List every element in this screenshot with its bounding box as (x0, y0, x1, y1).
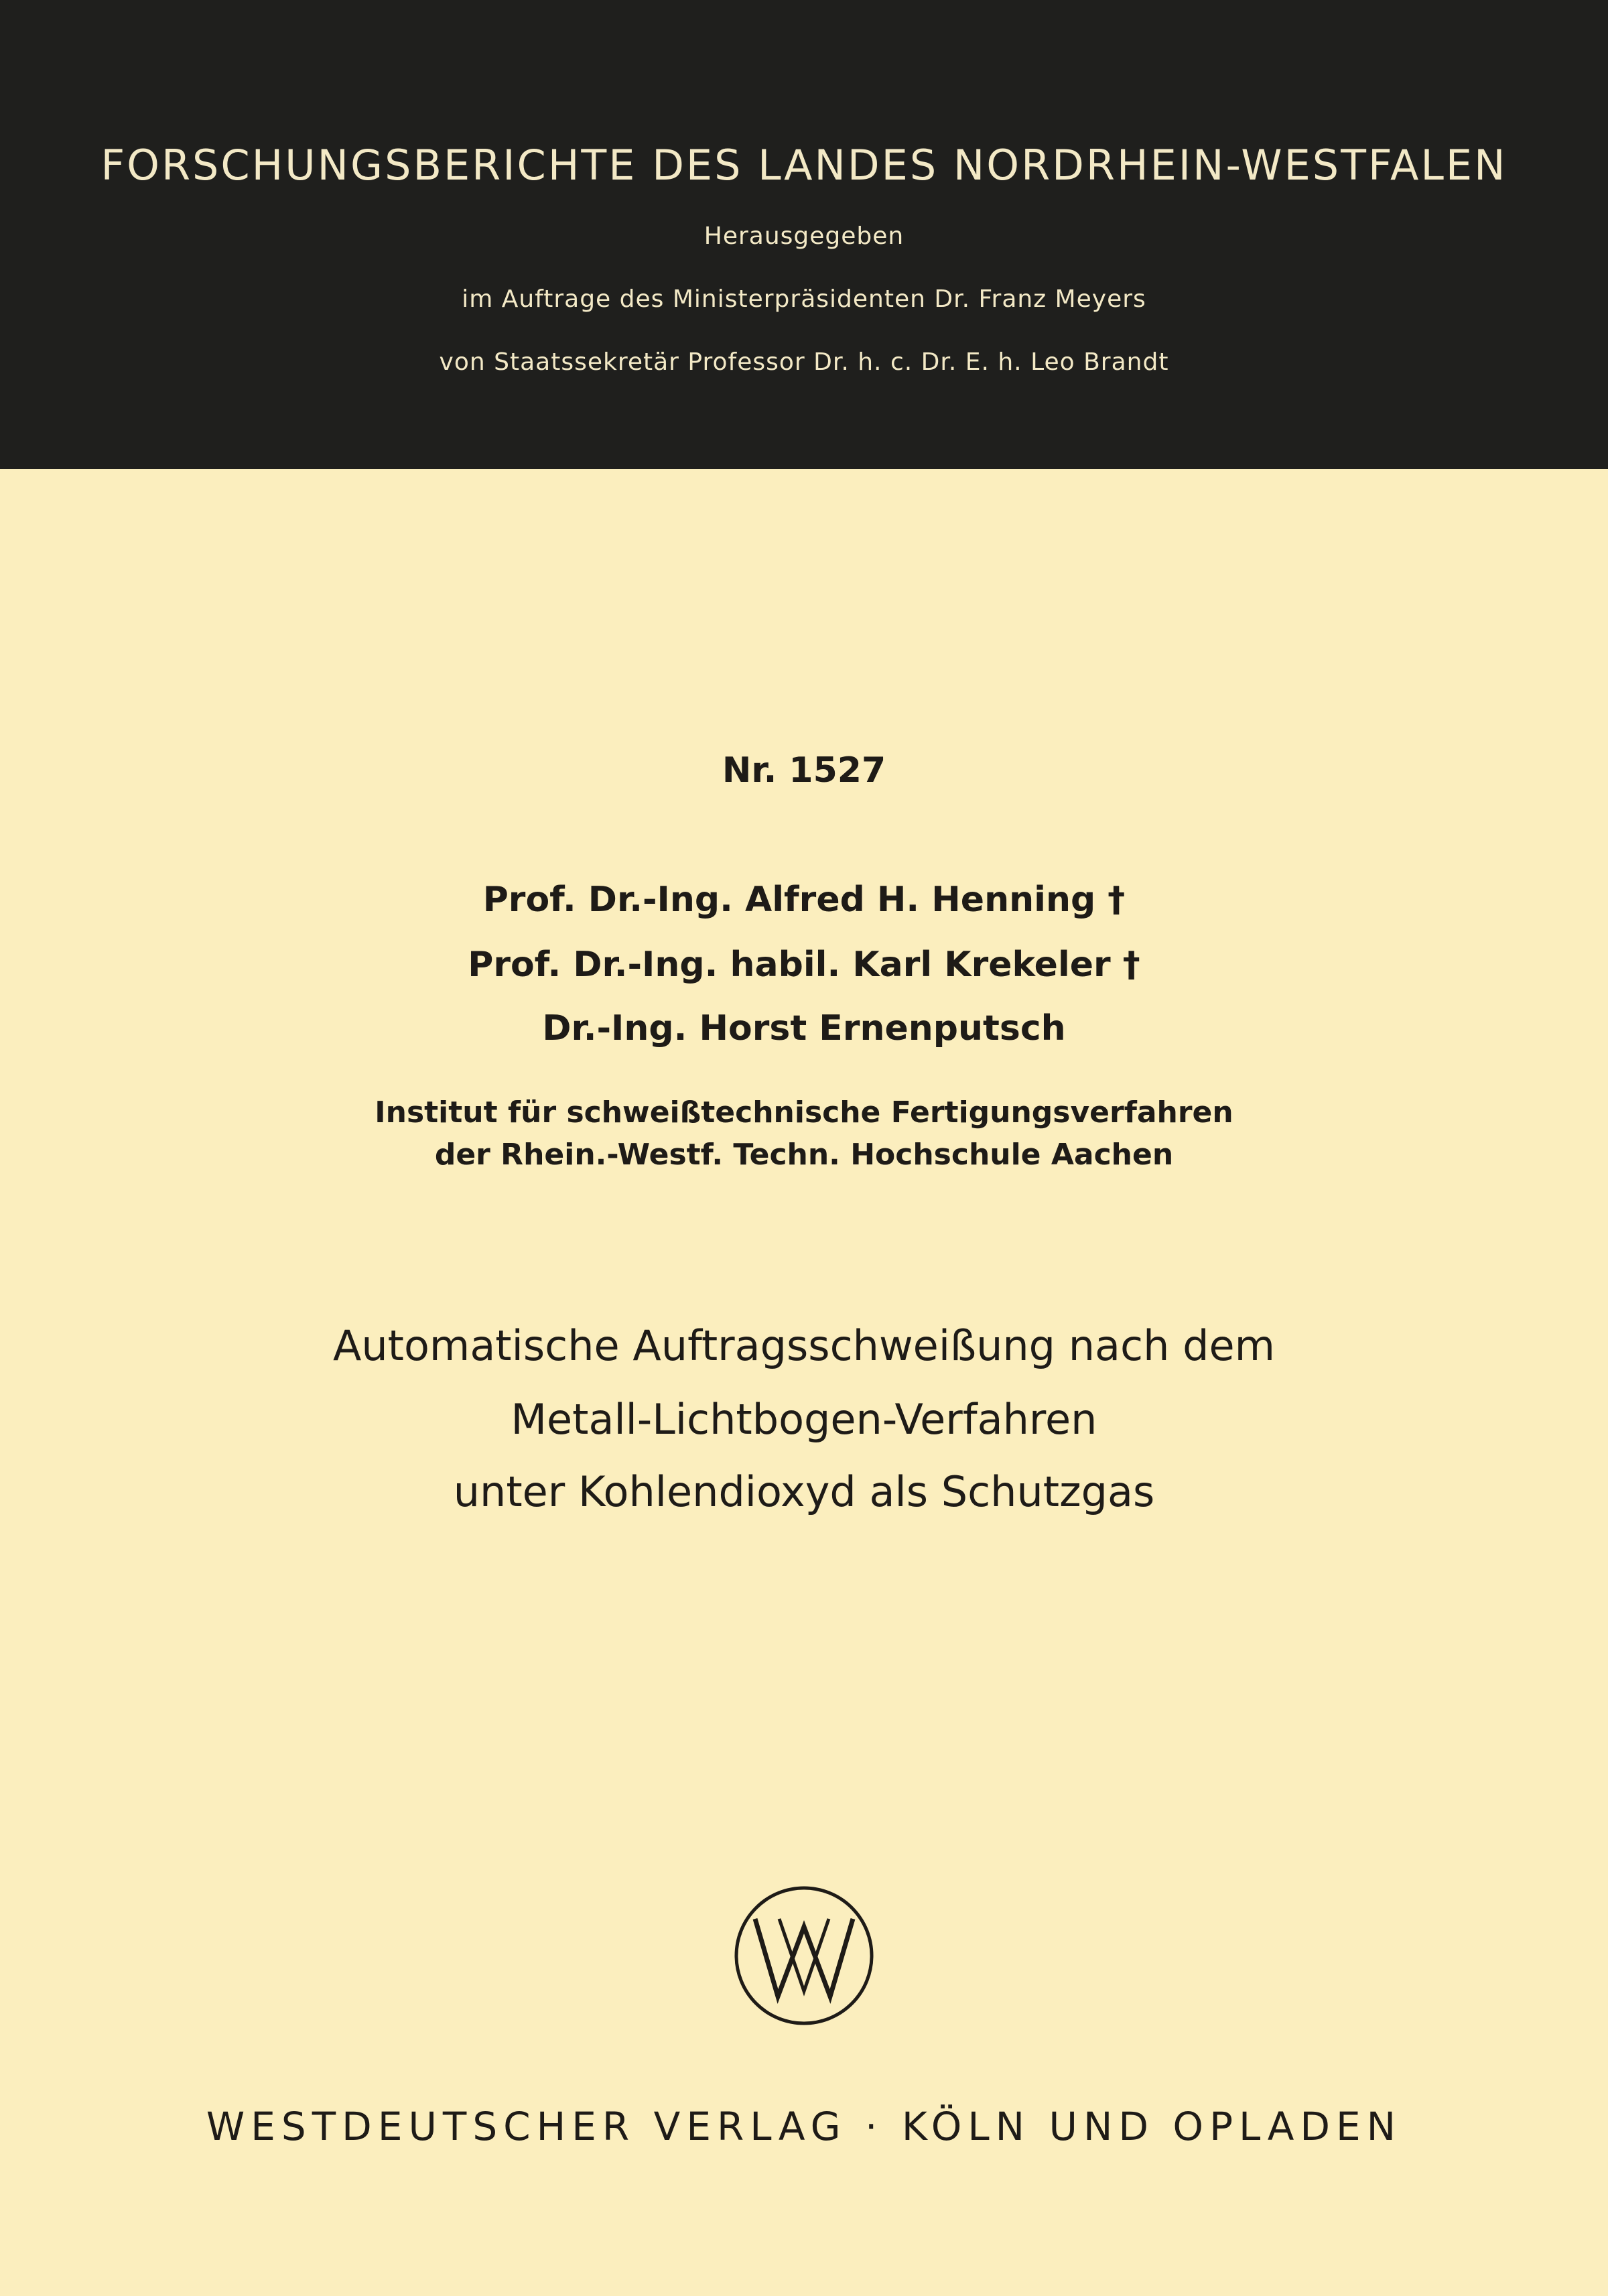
institute-line-1: Institut für schweißtechnische Fertigungsverfahren (375, 1095, 1233, 1130)
editor-line-3: von Staatssekretär Professor Dr. h. c. Dr. E. h. Leo Brandt (439, 348, 1169, 376)
author-1: Prof. Dr.-Ing. Alfred H. Henning † (482, 880, 1126, 920)
title-line-1: Automatische Auftragsschweißung nach dem (332, 1321, 1276, 1370)
editor-line-2: im Auftrage des Ministerpräsidenten Dr. Franz Meyers (462, 285, 1146, 313)
series-title: FORSCHUNGSBERICHTE DES LANDES NORDRHEIN-WESTFALEN (100, 141, 1508, 190)
editor-line-1: Herausgegeben (704, 222, 904, 250)
title-line-2: Metall-Lichtbogen-Verfahren (511, 1395, 1097, 1444)
issue-number: Nr. 1527 (722, 750, 886, 791)
author-3: Dr.-Ing. Horst Ernenputsch (542, 1008, 1066, 1049)
publisher-imprint: WESTDEUTSCHER VERLAG · KÖLN UND OPLADEN (206, 2104, 1402, 2149)
author-2: Prof. Dr.-Ing. habil. Karl Krekeler † (468, 945, 1140, 985)
westdeutscher-verlag-logo-icon (732, 1884, 876, 2027)
series-banner (0, 0, 1608, 469)
institute-line-2: der Rhein.-Westf. Techn. Hochschule Aachen (434, 1138, 1174, 1172)
title-line-3: unter Kohlendioxyd als Schutzgas (453, 1467, 1155, 1516)
